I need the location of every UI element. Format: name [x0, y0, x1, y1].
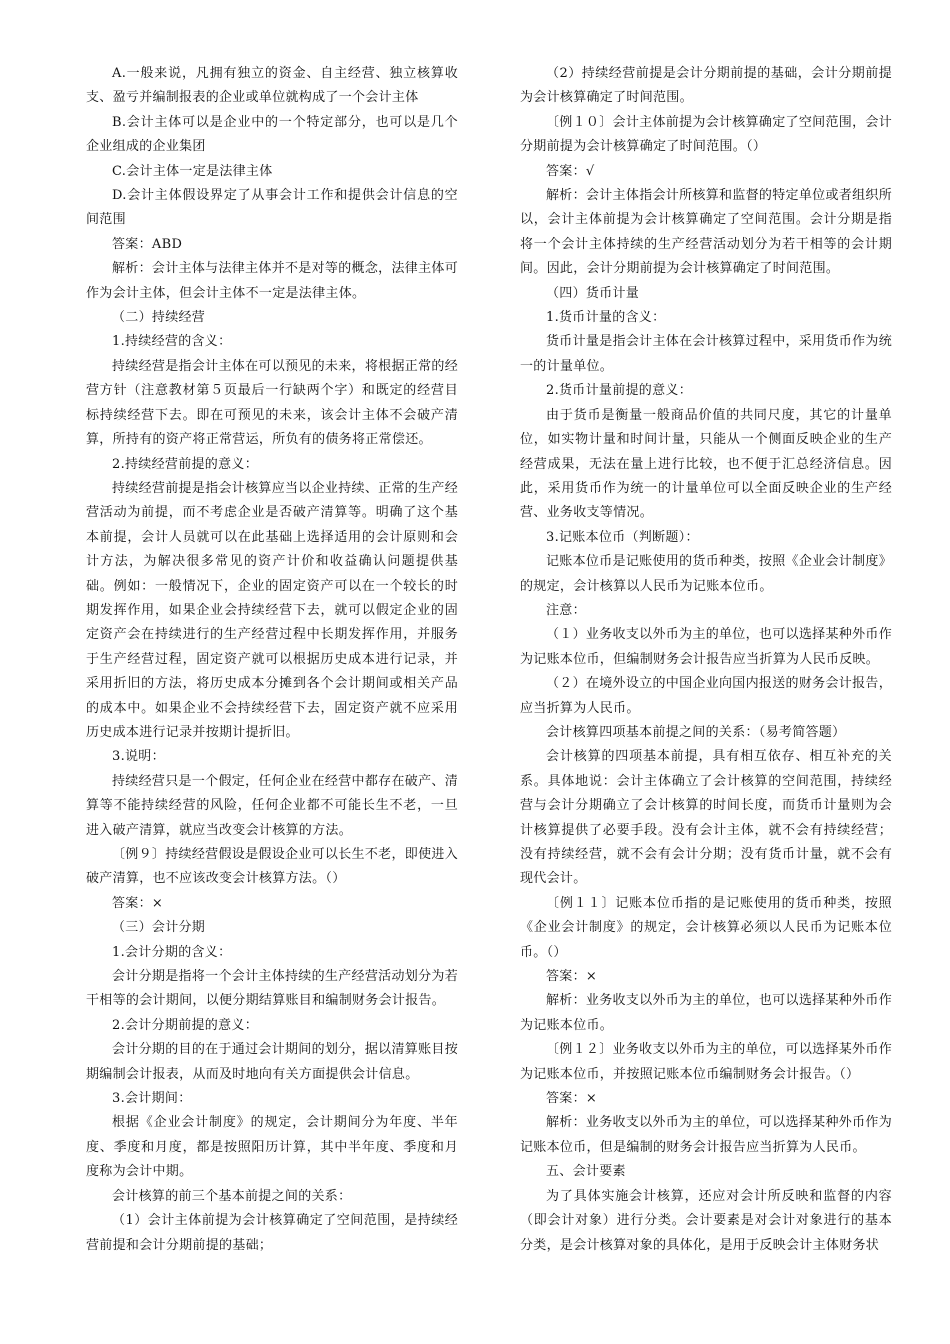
answer-line: 答案：ABD — [112, 236, 183, 252]
answer-line: 答案：× — [546, 969, 598, 985]
paragraph: C.会计主体一定是法律主体 — [112, 163, 273, 179]
subheading: 1.会计分期的含义： — [112, 944, 232, 960]
subheading: 1.持续经营的含义： — [112, 334, 232, 350]
subheading: 3.会计期间： — [112, 1091, 192, 1107]
paragraph: 记账本位币是记账使用的货币种类，按照《企业会计制度》的规定，会计核算以人民币为记账本位币。 — [520, 554, 892, 594]
paragraph: B.会计主体可以是企业中的一个特定部分，也可以是几个企业组成的企业集团 — [86, 114, 458, 155]
paragraph: 会计核算四项基本前提之间的关系：（易考简答题） — [546, 724, 846, 740]
example-question: 〔例１０〕会计主体前提为会计核算确定了空间范围，会计分期前提为会计核算确定了时间范围。（） — [520, 114, 892, 155]
paragraph: （1）会计主体前提为会计核算确定了空间范围，是持续经营前提和会计分期前提的基础； — [86, 1213, 458, 1253]
paragraph: 持续经营只是一个假定，任何企业在经营中都存在破产、清算等不能持续经营的风险，任何企业都不可能长生不老，一旦进入破产清算，就应当改变会计核算的方法。 — [86, 773, 458, 838]
paragraph: 持续经营是指会计主体在可以预见的未来，将根据正常的经营方针（注意教材第５页最后一行缺两个字）和既定的经营目标持续经营下去。即在可预见的未来，该会计主体不会破产清算，所持有的资产将正常营运，所负有的债务将正常偿还。 — [86, 358, 458, 448]
left-column — [86, 62, 458, 1258]
paragraph: 会计核算的四项基本前提，具有相互依存、相互补充的关系。具体地说：会计主体确立了会计核算的空间范围，持续经营与会计分期确立了会计核算的时间长度，而货币计量则为会计核算提供了必要手段。没有会计主体，就不会有持续经营；没有持续经营，就不会有会计分期；没有货币计量，就不会有现代会计。 — [520, 749, 892, 887]
paragraph: 会计核算的前三个基本前提之间的关系： — [112, 1188, 352, 1204]
paragraph: 解析：业务收支以外币为主的单位，也可以选择某种外币作为记账本位币。 — [520, 993, 892, 1033]
example-question: 〔例１１〕记账本位币指的是记账使用的货币种类，按照《企业会计制度》的规定，会计核算必须以人民币为记账本位币。（） — [520, 895, 892, 960]
subheading: 3.记账本位币（判断题）： — [546, 529, 699, 545]
subheading: 2.持续经营前提的意义： — [112, 456, 259, 472]
paragraph: （２）在境外设立的中国企业向国内报送的财务会计报告，应当折算为人民币。 — [520, 676, 892, 716]
paragraph: 为了具体实施会计核算，还应对会计所反映和监督的内容（即会计对象）进行分类。会计要素是对会计对象进行的基本分类，是会计核算对象的具体化，是用于反映会计主体财务状 — [520, 1188, 892, 1253]
subheading: 2.货币计量前提的意义： — [546, 383, 693, 399]
paragraph: （2）持续经营前提是会计分期前提的基础，会计分期前提为会计核算确定了时间范围。 — [520, 66, 892, 106]
answer-line: 答案：× — [546, 1091, 598, 1107]
section-heading: （二）持续经营 — [112, 310, 206, 326]
paragraph: 解析：会计主体与法律主体并不是对等的概念，法律主体可作为会计主体，但会计主体不一定是法律主体。 — [86, 261, 458, 301]
paragraph: 货币计量是指会计主体在会计核算过程中，采用货币作为统一的计量单位。 — [520, 334, 892, 374]
paragraph: 由于货币是衡量一般商品价值的共同尺度，其它的计量单位，如实物计量和时间计量，只能从一个侧面反映企业的生产经营成果，无法在量上进行比较，也不便于汇总经济信息。因此，采用货币作为统一的计量单位可以全面反映企业的生产经营、业务收支等情况。 — [520, 407, 892, 521]
paragraph: 解析：会计主体指会计所核算和监督的特定单位或者组织所以，会计主体前提为会计核算确定了空间范围。会计分期是指将一个会计主体持续的生产经营活动划分为若干相等的会计期间。因此，会计分期前提为会计核算确定了时间范围。 — [520, 188, 892, 277]
paragraph: （１）业务收支以外币为主的单位，也可以选择某种外币作为记账本位币，但编制财务会计报告应当折算为人民币反映。 — [520, 627, 892, 667]
paragraph: 会计分期是指将一个会计主体持续的生产经营活动划分为若干相等的会计期间，以便分期结算账目和编制财务会计报告。 — [86, 969, 458, 1009]
subheading: 3.说明： — [112, 749, 165, 765]
answer-line: 答案：√ — [546, 163, 595, 179]
paragraph: A.一般来说，凡拥有独立的资金、自主经营、独立核算收支、盈亏并编制报表的企业或单位就构成了一个会计主体 — [86, 66, 458, 106]
paragraph: 根据《企业会计制度》的规定，会计期间分为年度、半年度、季度和月度，都是按照阳历计算，其中半年度、季度和月度称为会计中期。 — [86, 1115, 458, 1180]
paragraph: 持续经营前提是指会计核算应当以企业持续、正常的生产经营活动为前提，而不考虑企业是否破产清算等。明确了这个基本前提，会计人员就可以在此基础上选择适用的会计原则和会计方法，为解决很多常见的资产计价和收益确认问题提供基础。例如：一般情况下，企业的固定资产可以在一个较长的时期发挥作用，如果企业会持续经营下去，就可以假定企业的固定资产会在持续进行的生产经营过程中长期发挥作用，并服务于生产经营过程，固定资产就可以根据历史成本进行记录，并采用折旧的方法，将历史成本分摊到各个会计期间或相关产品的成本中。如果企业不会持续经营下去，固定资产就不应采用历史成本进行记录并按期计提折旧。 — [86, 480, 458, 740]
section-heading: （三）会计分期 — [112, 920, 206, 936]
answer-line: 答案：× — [112, 895, 164, 911]
paragraph: 会计分期的目的在于通过会计期间的划分，据以清算账目按期编制会计报表，从而及时地向有关方面提供会计信息。 — [86, 1042, 458, 1082]
subheading: 1.货币计量的含义： — [546, 310, 666, 326]
subheading: 2.会计分期前提的意义： — [112, 1017, 259, 1033]
section-heading: （四）货币计量 — [546, 285, 640, 301]
example-question: 〔例１２〕业务收支以外币为主的单位，可以选择某外币作为记账本位币，并按照记账本位币编制财务会计报告。（） — [520, 1042, 892, 1082]
paragraph: 注意： — [546, 602, 586, 618]
right-column — [520, 62, 892, 1258]
example-question: 〔例９〕持续经营假设是假设企业可以长生不老，即使进入破产清算，也不应该改变会计核算方法。（） — [86, 847, 458, 887]
section-heading: 五、会计要素 — [546, 1164, 626, 1180]
paragraph: 解析：业务收支以外币为主的单位，可以选择某种外币作为记账本位币，但是编制的财务会计报告应当折算为人民币。 — [520, 1115, 892, 1155]
paragraph: D.会计主体假设界定了从事会计工作和提供会计信息的空间范围 — [86, 188, 458, 228]
